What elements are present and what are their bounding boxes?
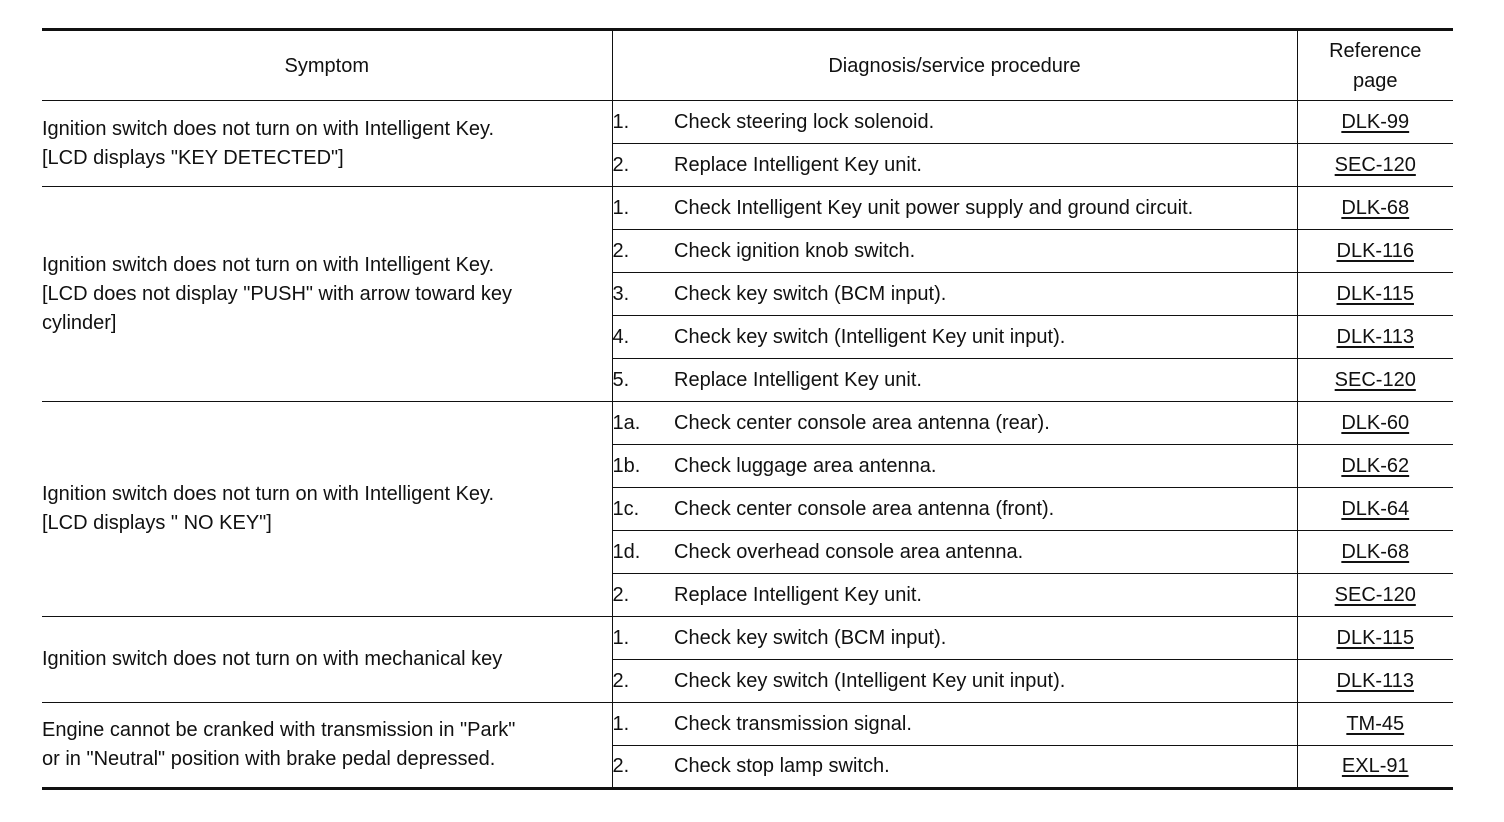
symptom-line: Engine cannot be cranked with transmission in "Park" (42, 719, 516, 741)
reference-link[interactable]: DLK-64 (1341, 497, 1410, 520)
reference-cell (1297, 574, 1453, 617)
symptom-cell (42, 617, 612, 703)
table-body (42, 101, 1453, 789)
step-number: 5. (612, 359, 674, 402)
step-number: 2. (612, 660, 674, 703)
procedure-text: Replace Intelligent Key unit. (674, 144, 1297, 187)
symptom-cell (42, 703, 612, 789)
reference-cell (1297, 531, 1453, 574)
procedure-text: Check Intelligent Key unit power supply and ground circuit. (674, 187, 1297, 230)
procedure-text: Replace Intelligent Key unit. (674, 359, 1297, 402)
reference-header-line: page (1353, 69, 1398, 92)
step-number: 2. (612, 574, 674, 617)
step-number: 2. (612, 746, 674, 789)
reference-link[interactable]: DLK-99 (1341, 110, 1410, 133)
reference-link[interactable]: DLK-116 (1336, 239, 1414, 262)
step-number: 1c. (612, 488, 674, 531)
symptom-cell (42, 101, 612, 187)
reference-link[interactable]: DLK-62 (1341, 454, 1410, 477)
step-number: 2. (612, 144, 674, 187)
reference-link[interactable]: DLK-68 (1341, 540, 1410, 563)
procedure-text: Check key switch (Intelligent Key unit input). (674, 660, 1297, 703)
reference-header-line: Reference (1329, 39, 1422, 62)
symptom-line: or in "Neutral" position with brake pedal depressed. (42, 748, 496, 770)
procedure-text: Replace Intelligent Key unit. (674, 574, 1297, 617)
table-header (42, 30, 1453, 101)
reference-cell (1297, 488, 1453, 531)
procedure-text: Check stop lamp switch. (674, 746, 1297, 789)
reference-cell (1297, 445, 1453, 488)
step-number: 1. (612, 187, 674, 230)
symptom-line: [LCD displays " NO KEY"] (42, 512, 272, 534)
step-number: 2. (612, 230, 674, 273)
step-number: 1a. (612, 402, 674, 445)
reference-link[interactable]: DLK-115 (1336, 282, 1414, 305)
reference-cell (1297, 230, 1453, 273)
header-row (42, 30, 1453, 101)
reference-cell (1297, 187, 1453, 230)
symptom-line: Ignition switch does not turn on with Intelligent Key. (42, 483, 495, 505)
symptom-line: cylinder] (42, 311, 117, 334)
reference-cell (1297, 660, 1453, 703)
diagnosis-table (42, 28, 1453, 790)
procedure-text: Check key switch (BCM input). (674, 617, 1297, 660)
table-row (42, 617, 1453, 660)
reference-cell (1297, 703, 1453, 746)
reference-column-header (1297, 30, 1453, 101)
symptom-line: Ignition switch does not turn on with Intelligent Key. (42, 117, 495, 140)
reference-cell (1297, 144, 1453, 187)
procedure-text: Check ignition knob switch. (674, 230, 1297, 273)
procedure-text: Check steering lock solenoid. (674, 101, 1297, 144)
step-number: 1. (612, 101, 674, 144)
reference-link[interactable]: DLK-115 (1336, 626, 1414, 649)
procedure-column-header: Diagnosis/service procedure (612, 30, 1297, 101)
reference-link[interactable]: DLK-113 (1336, 669, 1414, 692)
reference-link[interactable]: SEC-120 (1334, 368, 1416, 391)
table-row (42, 402, 1453, 445)
procedure-text: Check center console area antenna (front). (674, 488, 1297, 531)
reference-link[interactable]: TM-45 (1346, 712, 1405, 735)
reference-cell (1297, 617, 1453, 660)
symptom-line: Ignition switch does not turn on with mechanical key (42, 648, 503, 670)
symptom-line: [LCD displays "KEY DETECTED"] (42, 146, 344, 169)
procedure-text: Check key switch (Intelligent Key unit input). (674, 316, 1297, 359)
procedure-text: Check overhead console area antenna. (674, 531, 1297, 574)
reference-link[interactable]: EXL-91 (1341, 755, 1409, 777)
table-row (42, 187, 1453, 230)
reference-cell (1297, 316, 1453, 359)
symptom-line: [LCD does not display "PUSH" with arrow toward key (42, 282, 512, 305)
reference-cell (1297, 746, 1453, 789)
symptom-line: Ignition switch does not turn on with Intelligent Key. (42, 253, 495, 276)
step-number: 1b. (612, 445, 674, 488)
procedure-text: Check key switch (BCM input). (674, 273, 1297, 316)
step-number: 3. (612, 273, 674, 316)
reference-link[interactable]: SEC-120 (1334, 583, 1416, 606)
table-row (42, 703, 1453, 746)
reference-cell (1297, 101, 1453, 144)
step-number: 1d. (612, 531, 674, 574)
reference-link[interactable]: DLK-113 (1336, 325, 1414, 348)
step-number: 4. (612, 316, 674, 359)
symptom-cell (42, 402, 612, 617)
symptom-cell (42, 187, 612, 402)
procedure-text: Check transmission signal. (674, 703, 1297, 746)
reference-link[interactable]: SEC-120 (1334, 153, 1416, 176)
step-number: 1. (612, 617, 674, 660)
symptom-column-header: Symptom (42, 30, 612, 101)
reference-cell (1297, 402, 1453, 445)
reference-link[interactable]: DLK-60 (1341, 411, 1410, 434)
reference-link[interactable]: DLK-68 (1341, 196, 1410, 219)
table-row (42, 101, 1453, 144)
procedure-text: Check center console area antenna (rear). (674, 402, 1297, 445)
step-number: 1. (612, 703, 674, 746)
procedure-text: Check luggage area antenna. (674, 445, 1297, 488)
reference-cell (1297, 359, 1453, 402)
reference-cell (1297, 273, 1453, 316)
